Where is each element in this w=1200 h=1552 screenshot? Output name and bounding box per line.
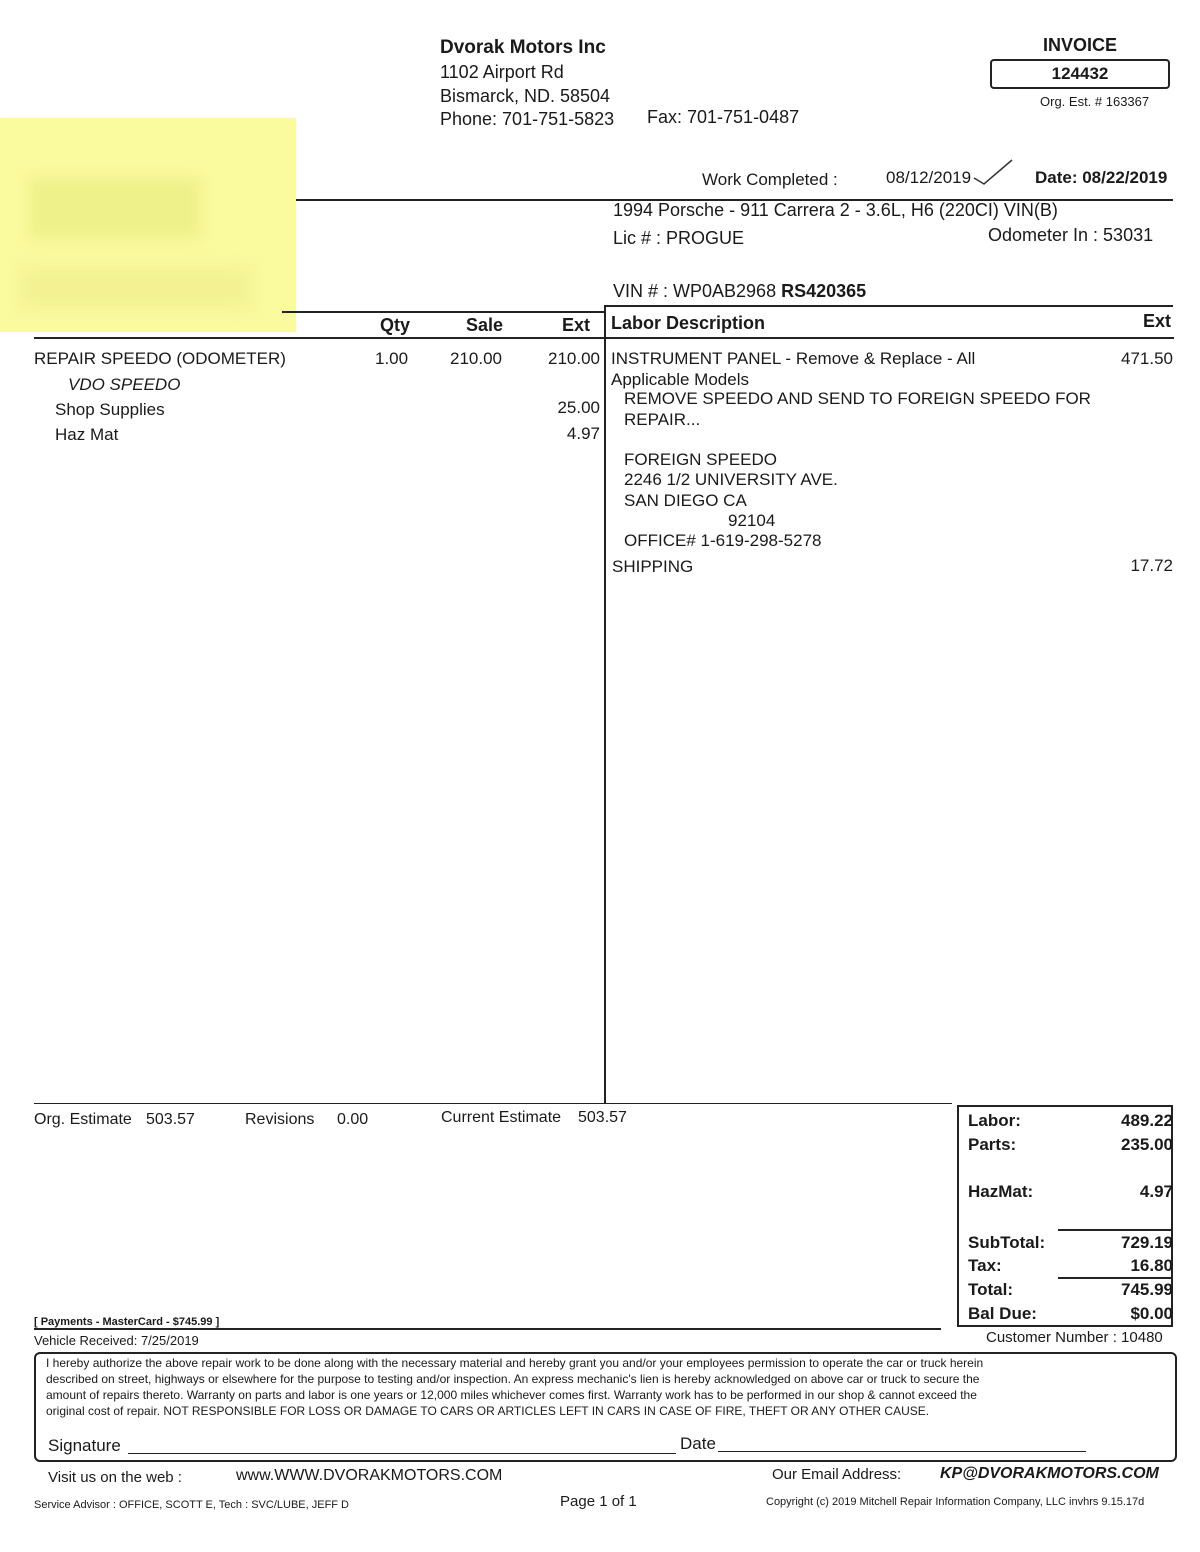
org-estimate-label: Org. Estimate (34, 1111, 132, 1128)
shipping-ext: 17.72 (1130, 556, 1173, 575)
work-completed-date: 08/12/2019 (886, 168, 972, 187)
work-completed-label: Work Completed : (702, 170, 838, 189)
total-label: Total: (968, 1280, 1014, 1299)
part-sale: 210.00 (450, 349, 502, 368)
authorization-line2: described on street, highways or elsewhere for the purpose to testing and/or inspection. An express mechanic's lien is hereby acknowledged on above car or truck to secure the (46, 1372, 980, 1386)
vendor-city: SAN DIEGO CA (624, 491, 747, 510)
labor-description-header: Labor Description (611, 313, 766, 333)
hazmat-total-label: HazMat: (968, 1182, 1034, 1201)
part-qty: 1.00 (375, 349, 409, 368)
service-advisor: Service Advisor : OFFICE, SCOTT E, Tech : SVC/LUBE, JEFF D (34, 1499, 350, 1511)
current-estimate-value: 503.57 (578, 1109, 627, 1126)
parts-total-value: 235.00 (1121, 1135, 1173, 1154)
labor-item-line1: INSTRUMENT PANEL - Remove & Replace - All (611, 349, 976, 368)
checkmark-icon (972, 156, 1016, 188)
signature-line[interactable] (128, 1453, 676, 1454)
vendor-street: 2246 1/2 UNIVERSITY AVE. (624, 470, 838, 489)
revisions-value: 0.00 (337, 1111, 369, 1128)
customer-number: Customer Number : 10480 (986, 1329, 1163, 1346)
vendor-zip: 92104 (728, 511, 776, 530)
shipping-label: SHIPPING (612, 557, 694, 576)
qty-header: Qty (380, 315, 411, 335)
authorization-line4: original cost of repair. NOT RESPONSIBLE FOR LOSS OR DAMAGE TO CARS OR ARTICLES LEFT IN CARS IN CASE OF FIRE, THEFT OR ANY OTHER CAUSE. (46, 1404, 930, 1418)
labor-ext-header: Ext (1143, 311, 1172, 331)
total-value: 745.99 (1121, 1280, 1173, 1299)
payments-divider (34, 1328, 941, 1330)
tax-value: 16.80 (1130, 1256, 1173, 1275)
invoice-label: INVOICE (1043, 35, 1118, 55)
web-url[interactable]: www.WWW.DVORAKMOTORS.COM (236, 1467, 503, 1484)
company-phone: Phone: 701-751-5823 (440, 109, 615, 129)
table-top-line-right (604, 305, 1173, 307)
labor-note-line1: REMOVE SPEEDO AND SEND TO FOREIGN SPEEDO FOR (624, 389, 1091, 408)
haz-mat-label: Haz Mat (55, 425, 119, 444)
email-label: Our Email Address: (772, 1466, 902, 1483)
invoice-date: Date: 08/22/2019 (1035, 168, 1168, 187)
authorization-line3: amount of repairs thereto. Warranty on parts and labor is one years or 12,000 miles whichever comes first. Warranty work has to be performed in our shop & cannot exceed the (46, 1388, 977, 1402)
haz-mat-ext: 4.97 (566, 424, 600, 443)
revisions-label: Revisions (245, 1111, 315, 1128)
authorization-line1: I hereby authorize the above repair work to be done along with the necessary material and hereby grant you and/or your employees permission to operate the car or truck herein (46, 1356, 984, 1370)
labor-total-label: Labor: (968, 1111, 1021, 1130)
email-address[interactable]: KP@DVORAKMOTORS.COM (940, 1465, 1159, 1482)
labor-note-line2: REPAIR... (624, 410, 701, 429)
part-ext: 210.00 (548, 349, 600, 368)
vendor-name: FOREIGN SPEEDO (624, 450, 778, 469)
vehicle-received: Vehicle Received: 7/25/2019 (34, 1333, 199, 1348)
bal-due-label: Bal Due: (968, 1304, 1037, 1323)
vendor-phone: OFFICE# 1-619-298-5278 (624, 531, 822, 550)
total-rule (1058, 1277, 1173, 1279)
sticky-note (0, 118, 296, 332)
hazmat-total-value: 4.97 (1139, 1182, 1173, 1201)
subtotal-rule (1058, 1229, 1173, 1231)
company-fax: Fax: 701-751-0487 (647, 107, 800, 127)
org-estimate-value: 503.57 (146, 1111, 195, 1128)
tax-label: Tax: (968, 1256, 1002, 1275)
subtotal-label: SubTotal: (968, 1233, 1046, 1252)
copyright: Copyright (c) 2019 Mitchell Repair Information Company, LLC invhrs 9.15.17d (766, 1496, 1145, 1508)
org-estimate-number: Org. Est. # 163367 (1040, 94, 1150, 109)
vehicle-description: 1994 Porsche - 911 Carrera 2 - 3.6L, H6 (220CI) VIN(B) (613, 200, 1058, 220)
page-number: Page 1 of 1 (560, 1493, 637, 1510)
web-label: Visit us on the web : (48, 1469, 182, 1486)
date-line[interactable] (718, 1451, 1086, 1452)
estimate-divider (34, 1103, 952, 1104)
company-name: Dvorak Motors Inc (440, 37, 606, 58)
labor-item-line2: Applicable Models (611, 370, 749, 389)
current-estimate-label: Current Estimate (441, 1109, 562, 1126)
labor-total-value: 489.22 (1121, 1111, 1173, 1130)
sale-header: Sale (466, 315, 504, 335)
subtotal-value: 729.19 (1121, 1233, 1173, 1252)
odometer-in: Odometer In : 53031 (988, 225, 1154, 245)
part-subdescription: VDO SPEEDO (68, 375, 181, 394)
signature-label: Signature (48, 1436, 121, 1455)
company-address-line1: 1102 Airport Rd (440, 62, 564, 82)
parts-total-label: Parts: (968, 1135, 1017, 1154)
table-top-line-left (282, 311, 604, 313)
company-address-line2: Bismarck, ND. 58504 (440, 86, 611, 106)
date-label: Date (680, 1434, 716, 1453)
shop-supplies-ext: 25.00 (557, 398, 600, 417)
shop-supplies-label: Shop Supplies (55, 400, 165, 419)
parts-ext-header: Ext (562, 315, 591, 335)
vin-number: VIN # : WP0AB2968 RS420365 (613, 281, 867, 301)
table-column-divider (604, 305, 606, 1103)
labor-item-ext: 471.50 (1121, 349, 1173, 368)
bal-due-value: $0.00 (1130, 1304, 1173, 1323)
payments-note: [ Payments - MasterCard - $745.99 ] (34, 1316, 220, 1328)
part-description: REPAIR SPEEDO (ODOMETER) (34, 349, 286, 368)
invoice-number: 124432 (990, 59, 1170, 89)
vehicle-license: Lic # : PROGUE (613, 228, 745, 248)
